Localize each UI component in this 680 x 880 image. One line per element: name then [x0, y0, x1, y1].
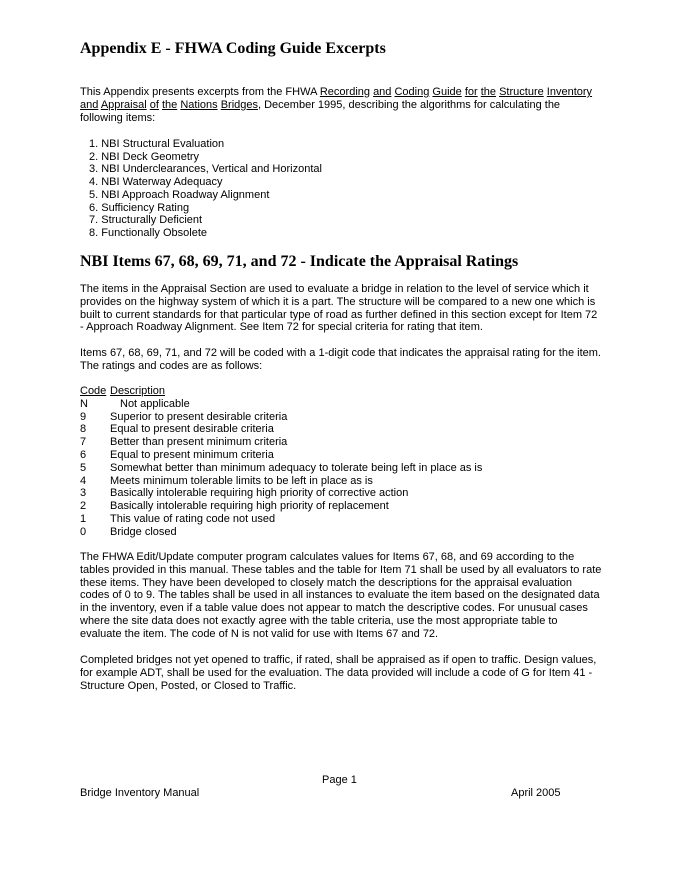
guide-title-word: Appraisal — [100, 98, 147, 111]
paragraph-coding: Items 67, 68, 69, 71, and 72 will be coded with a 1-digit code that indicates the appraisal rating for the item. The ratings and codes are as follows: — [80, 347, 601, 372]
table-row — [80, 436, 482, 449]
description-header: Description — [110, 385, 166, 397]
code-header: Code — [80, 385, 107, 397]
description-cell: Better than present minimum criteria — [110, 436, 288, 449]
guide-title-word: Guide — [432, 86, 462, 98]
list-item: 3. NBI Underclearances, Vertical and Horizontal — [89, 163, 322, 176]
table-row — [80, 449, 482, 462]
code-cell: 9 — [80, 410, 87, 423]
list-item: 5. NBI Approach Roadway Alignment — [89, 188, 270, 201]
paragraph-edit-update: The FHWA Edit/Update computer program calculates values for Items 67, 68, and 69 according to the tables provided in this manual. These tables and the table for Item 71 shall be used by all evaluators to rate these items. They have been developed to closely match the descriptions for the appraisal evaluation codes of 0 to 9. The tables shall be used in all instances to evaluate the item based on the designated data in the inventory, even if a table value does not appear to match the descriptive codes. For unusual cases where the site data does not exactly agree with the table criteria, use the most appropriate table to evaluate the item. The code of N is not valid for use with Items 67 and 72. — [80, 551, 602, 640]
list-item: 6. Sufficiency Rating — [89, 201, 190, 214]
guide-title-word: Recording — [319, 86, 370, 98]
description-cell: Superior to present desirable criteria — [110, 410, 288, 423]
description-cell: Not applicable — [120, 397, 190, 410]
code-cell: 5 — [80, 461, 87, 474]
guide-title-word: and — [373, 86, 392, 98]
list-item: 1. NBI Structural Evaluation — [89, 138, 225, 150]
guide-title-word: and — [80, 98, 99, 111]
table-row — [80, 462, 482, 475]
description-cell: Basically intolerable requiring high priority of corrective action — [110, 487, 409, 500]
paragraph-completed-bridges: Completed bridges not yet opened to traffic, if rated, shall be appraised as if open to traffic. Design values, for example ADT, shall be used for the evaluation. The data provided will include a code of G for Item 41 - Structure Open, Posted, or Closed to Traffic. — [80, 654, 597, 692]
code-cell: N — [80, 397, 88, 410]
list-item: 4. NBI Waterway Adequacy — [89, 176, 223, 189]
description-cell: Equal to present minimum criteria — [110, 448, 274, 461]
table-row — [80, 487, 482, 500]
codes-table — [80, 385, 482, 539]
guide-title-word: for — [464, 86, 478, 98]
guide-title-word: Structure — [499, 86, 544, 98]
code-cell: 4 — [80, 474, 87, 487]
table-row — [80, 500, 482, 513]
table-row — [80, 411, 482, 424]
page-number: Page 1 — [322, 774, 357, 786]
code-cell: 6 — [80, 448, 87, 461]
footer-date: April 2005 — [511, 787, 561, 799]
guide-title-word: Coding — [394, 86, 430, 98]
paragraph-appraisal-intro: The items in the Appraisal Section are used to evaluate a bridge in relation to the level of service which it provides on the highway system of which it is a part. The structure will be compared to a new one which is built to current standards for that particular type of road as further defined in this section except for Item 72 - Approach Roadway Alignment. See Item 72 for special criteria for rating that item. — [80, 283, 598, 334]
code-cell: 7 — [80, 436, 87, 449]
description-cell: Meets minimum tolerable limits to be left in place as is — [110, 474, 373, 487]
table-row — [80, 398, 482, 411]
section-heading: NBI Items 67, 68, 69, 71, and 72 - Indicate the Appraisal Ratings — [80, 253, 519, 270]
intro-paragraph — [80, 86, 602, 124]
guide-title-word: of — [149, 98, 159, 111]
codes-header — [80, 385, 482, 398]
list-item: 7. Structurally Deficient — [89, 214, 203, 227]
description-cell: Somewhat better than minimum adequacy to tolerate being left in place as is — [110, 461, 483, 474]
table-row — [80, 526, 482, 539]
description-cell: Equal to present desirable criteria — [110, 423, 274, 436]
guide-title-word: Nations — [180, 98, 218, 111]
page-title: Appendix E - FHWA Coding Guide Excerpts — [80, 40, 386, 57]
footer-manual-name: Bridge Inventory Manual — [80, 787, 200, 799]
guide-title-word: Inventory — [546, 86, 593, 98]
code-cell: 3 — [80, 487, 87, 500]
guide-title-word: Bridges — [220, 98, 258, 111]
table-row — [80, 475, 482, 488]
intro-prefix: This Appendix presents excerpts from the FHWA — [80, 86, 320, 98]
list-item: 8. Functionally Obsolete — [89, 226, 208, 239]
description-cell: Bridge closed — [110, 525, 177, 538]
list-item: 2. NBI Deck Geometry — [89, 150, 200, 163]
code-cell: 8 — [80, 423, 87, 436]
description-cell: This value of rating code not used — [110, 512, 276, 525]
description-cell: Basically intolerable requiring high priority of replacement — [110, 500, 389, 513]
items-list — [89, 138, 322, 240]
table-row — [80, 423, 482, 436]
guide-title-word: the — [480, 86, 497, 98]
table-row — [80, 513, 482, 526]
code-cell: 2 — [80, 500, 87, 513]
guide-title-word: the — [161, 98, 178, 111]
intro-suffix: , December 1995, describing the algorithms for calculating the following items: — [80, 98, 561, 124]
code-cell: 0 — [80, 525, 87, 538]
code-cell: 1 — [80, 512, 87, 525]
